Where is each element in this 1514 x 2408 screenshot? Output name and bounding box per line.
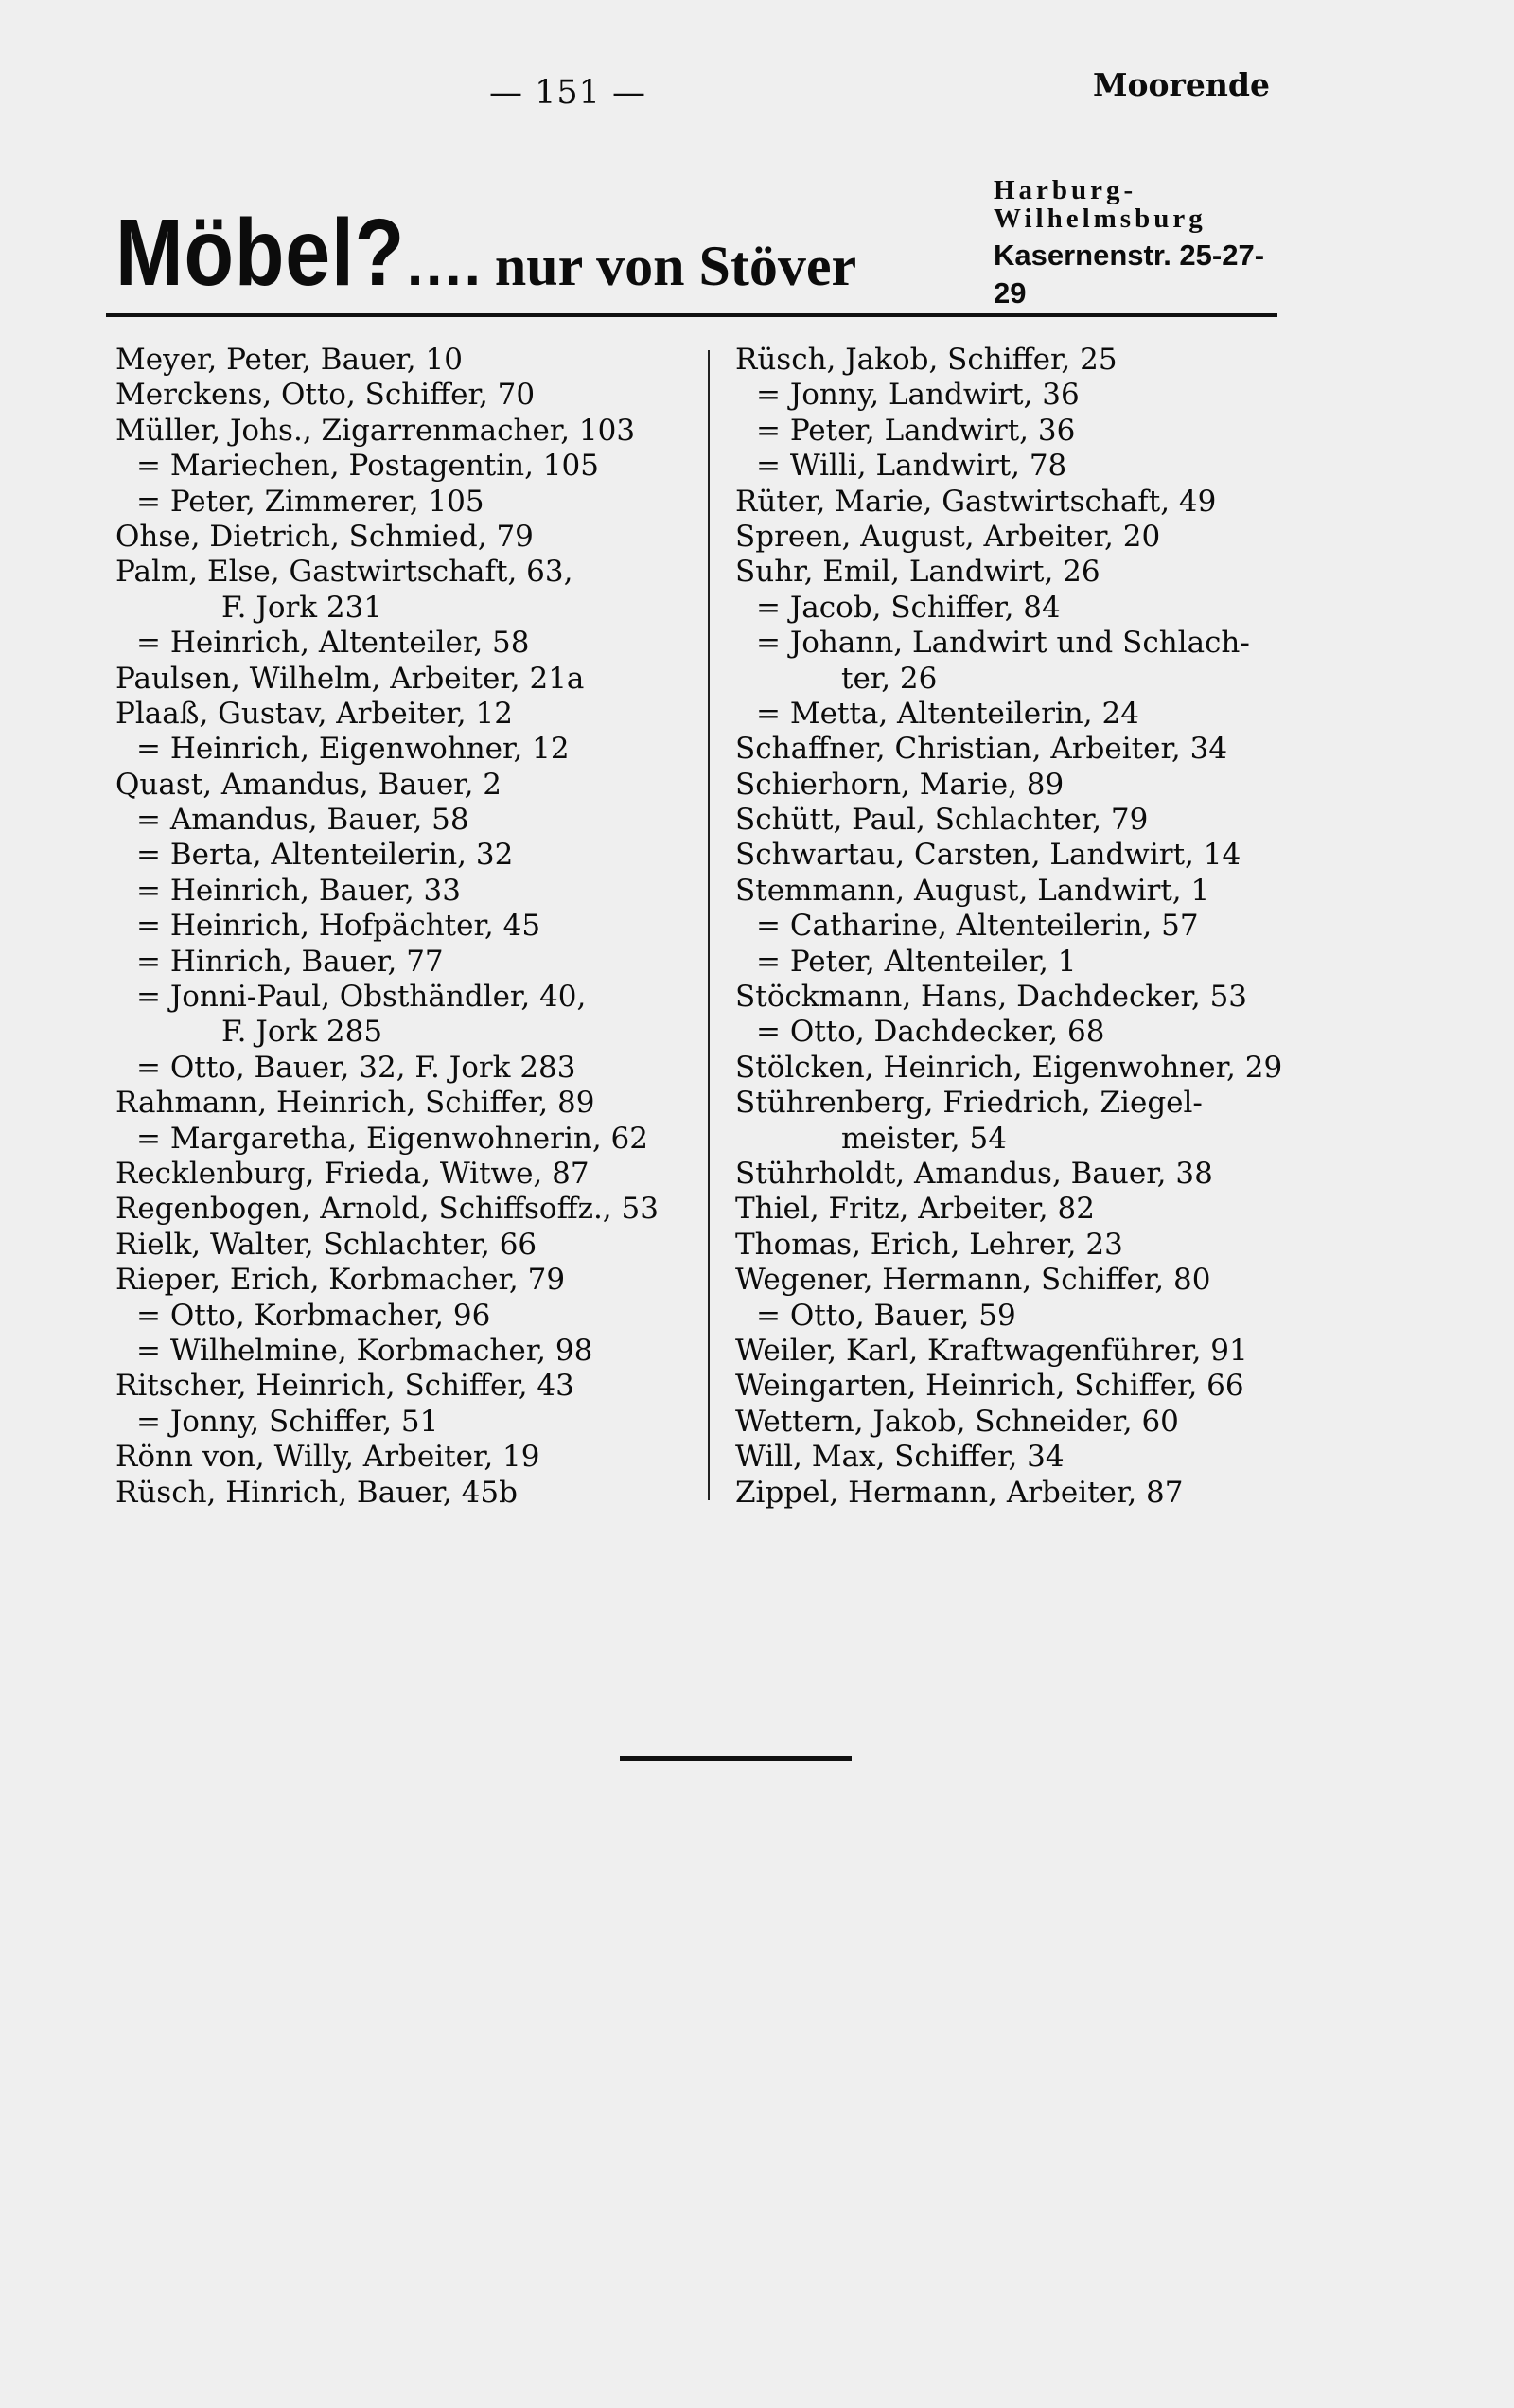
ad-city-harburg: Harburg- (994, 175, 1137, 205)
ad-brand: Möbel? (115, 200, 406, 306)
directory-entry: Wegener, Hermann, Schiffer, 80 (735, 1263, 1211, 1298)
directory-entry: Rielk, Walter, Schlachter, 66 (115, 1227, 537, 1262)
directory-entry: Stemmann, August, Landwirt, 1 (735, 873, 1210, 908)
directory-entry: Merckens, Otto, Schiffer, 70 (115, 378, 536, 413)
directory-entry: Ritscher, Heinrich, Schiffer, 43 (115, 1369, 574, 1404)
directory-entry: = Peter, Zimmerer, 105 (136, 484, 484, 519)
directory-entry: Meyer, Peter, Bauer, 10 (115, 343, 463, 377)
directory-entry: Schaffner, Christian, Arbeiter, 34 (735, 732, 1228, 767)
directory-entry-continuation: meister, 54 (841, 1121, 1007, 1156)
directory-entry: Weiler, Karl, Kraftwagenführer, 91 (735, 1333, 1248, 1368)
directory-entry: Stölcken, Heinrich, Eigenwohner, 29 (735, 1050, 1283, 1085)
directory-entry: Schütt, Paul, Schlachter, 79 (735, 803, 1149, 838)
directory-entry: Regenbogen, Arnold, Schiffsoffz., 53 (115, 1192, 659, 1227)
directory-entry: = Peter, Altenteiler, 1 (756, 944, 1077, 979)
directory-entry: = Otto, Bauer, 32, F. Jork 283 (136, 1050, 576, 1085)
running-head: Moorende (1093, 66, 1270, 103)
directory-entry-continuation: ter, 26 (841, 661, 938, 696)
directory-entry: = Heinrich, Bauer, 33 (136, 873, 461, 908)
directory-entry: = Margaretha, Eigenwohnerin, 62 (136, 1121, 649, 1156)
directory-entry-continuation: F. Jork 231 (221, 590, 383, 625)
directory-entry: = Jonny, Schiffer, 51 (136, 1404, 439, 1439)
directory-entry: Wettern, Jakob, Schneider, 60 (735, 1404, 1179, 1439)
directory-column-right (735, 343, 1331, 1511)
directory-entry: Stührenberg, Friedrich, Ziegel- (735, 1086, 1203, 1121)
directory-entry: = Berta, Altenteilerin, 32 (136, 838, 514, 873)
directory-entry: = Jonny, Landwirt, 36 (756, 378, 1080, 413)
directory-entry: Recklenburg, Frieda, Witwe, 87 (115, 1156, 590, 1191)
footer-divider (620, 1756, 852, 1761)
directory-entry: = Otto, Korbmacher, 96 (136, 1298, 491, 1333)
directory-column-left (115, 343, 702, 1511)
directory-entry: = Heinrich, Eigenwohner, 12 (136, 732, 570, 767)
directory-entry: = Hinrich, Bauer, 77 (136, 944, 444, 979)
ad-city-wilhelmsburg: Wilhelmsburg (994, 204, 1206, 234)
directory-entry: Spreen, August, Arbeiter, 20 (735, 519, 1161, 554)
directory-entry: = Peter, Landwirt, 36 (756, 413, 1076, 448)
directory-entry: Weingarten, Heinrich, Schiffer, 66 (735, 1369, 1244, 1404)
directory-entry: Rahmann, Heinrich, Schiffer, 89 (115, 1086, 595, 1121)
directory-entry: Suhr, Emil, Landwirt, 26 (735, 555, 1100, 590)
directory-entry: Quast, Amandus, Bauer, 2 (115, 767, 502, 802)
directory-entry-continuation: F. Jork 285 (221, 1015, 383, 1050)
ad-address (994, 176, 1287, 312)
page-number: — 151 — (488, 74, 647, 112)
directory-entry: Stührholdt, Amandus, Bauer, 38 (735, 1156, 1213, 1191)
directory-entry: Thomas, Erich, Lehrer, 23 (735, 1227, 1123, 1262)
directory-entry: Rüter, Marie, Gastwirtschaft, 49 (735, 484, 1217, 519)
ad-slogan: nur von Stöver (494, 235, 857, 297)
directory-entry: Schierhorn, Marie, 89 (735, 767, 1065, 802)
directory-entry: = Mariechen, Postagentin, 105 (136, 449, 599, 484)
directory-entry: Palm, Else, Gastwirtschaft, 63, (115, 555, 573, 590)
header-divider (106, 313, 1277, 317)
directory-entry: Rüsch, Jakob, Schiffer, 25 (735, 343, 1118, 377)
ad-street: Kasernenstr. 25-27-29 (994, 239, 1265, 310)
directory-entry: Schwartau, Carsten, Landwirt, 14 (735, 838, 1241, 873)
directory-entry: = Wilhelmine, Korbmacher, 98 (136, 1333, 593, 1368)
directory-entry: Thiel, Fritz, Arbeiter, 82 (735, 1192, 1095, 1227)
directory-entry: Ohse, Dietrich, Schmied, 79 (115, 519, 534, 554)
furniture-advertisement (115, 170, 1279, 310)
directory-entry: = Amandus, Bauer, 58 (136, 803, 469, 838)
directory-entry: = Jacob, Schiffer, 84 (756, 590, 1061, 625)
directory-entry: = Heinrich, Hofpächter, 45 (136, 909, 541, 944)
directory-entry: = Johann, Landwirt und Schlach- (756, 626, 1250, 661)
directory-entry: Müller, Johs., Zigarrenmacher, 103 (115, 413, 636, 448)
ad-headline (115, 199, 856, 308)
directory-entry: = Heinrich, Altenteiler, 58 (136, 626, 530, 661)
directory-entry: Plaaß, Gustav, Arbeiter, 12 (115, 696, 513, 731)
directory-entry: = Otto, Dachdecker, 68 (756, 1015, 1105, 1050)
directory-entry: Paulsen, Wilhelm, Arbeiter, 21a (115, 661, 585, 696)
directory-entry: = Jonni-Paul, Obsthändler, 40, (136, 980, 587, 1015)
ad-dots: .... (406, 233, 484, 298)
directory-entry: Will, Max, Schiffer, 34 (735, 1440, 1065, 1475)
directory-entry: Stöckmann, Hans, Dachdecker, 53 (735, 980, 1248, 1015)
column-divider (708, 350, 710, 1500)
directory-entry: = Metta, Altenteilerin, 24 (756, 696, 1139, 731)
directory-entry: = Otto, Bauer, 59 (756, 1298, 1016, 1333)
directory-entry: Zippel, Hermann, Arbeiter, 87 (735, 1475, 1184, 1510)
directory-entry: Rieper, Erich, Korbmacher, 79 (115, 1263, 566, 1298)
directory-entry: Rönn von, Willy, Arbeiter, 19 (115, 1440, 540, 1475)
directory-entry: = Catharine, Altenteilerin, 57 (756, 909, 1199, 944)
directory-entry: Rüsch, Hinrich, Bauer, 45b (115, 1475, 518, 1510)
directory-entry: = Willi, Landwirt, 78 (756, 449, 1067, 484)
